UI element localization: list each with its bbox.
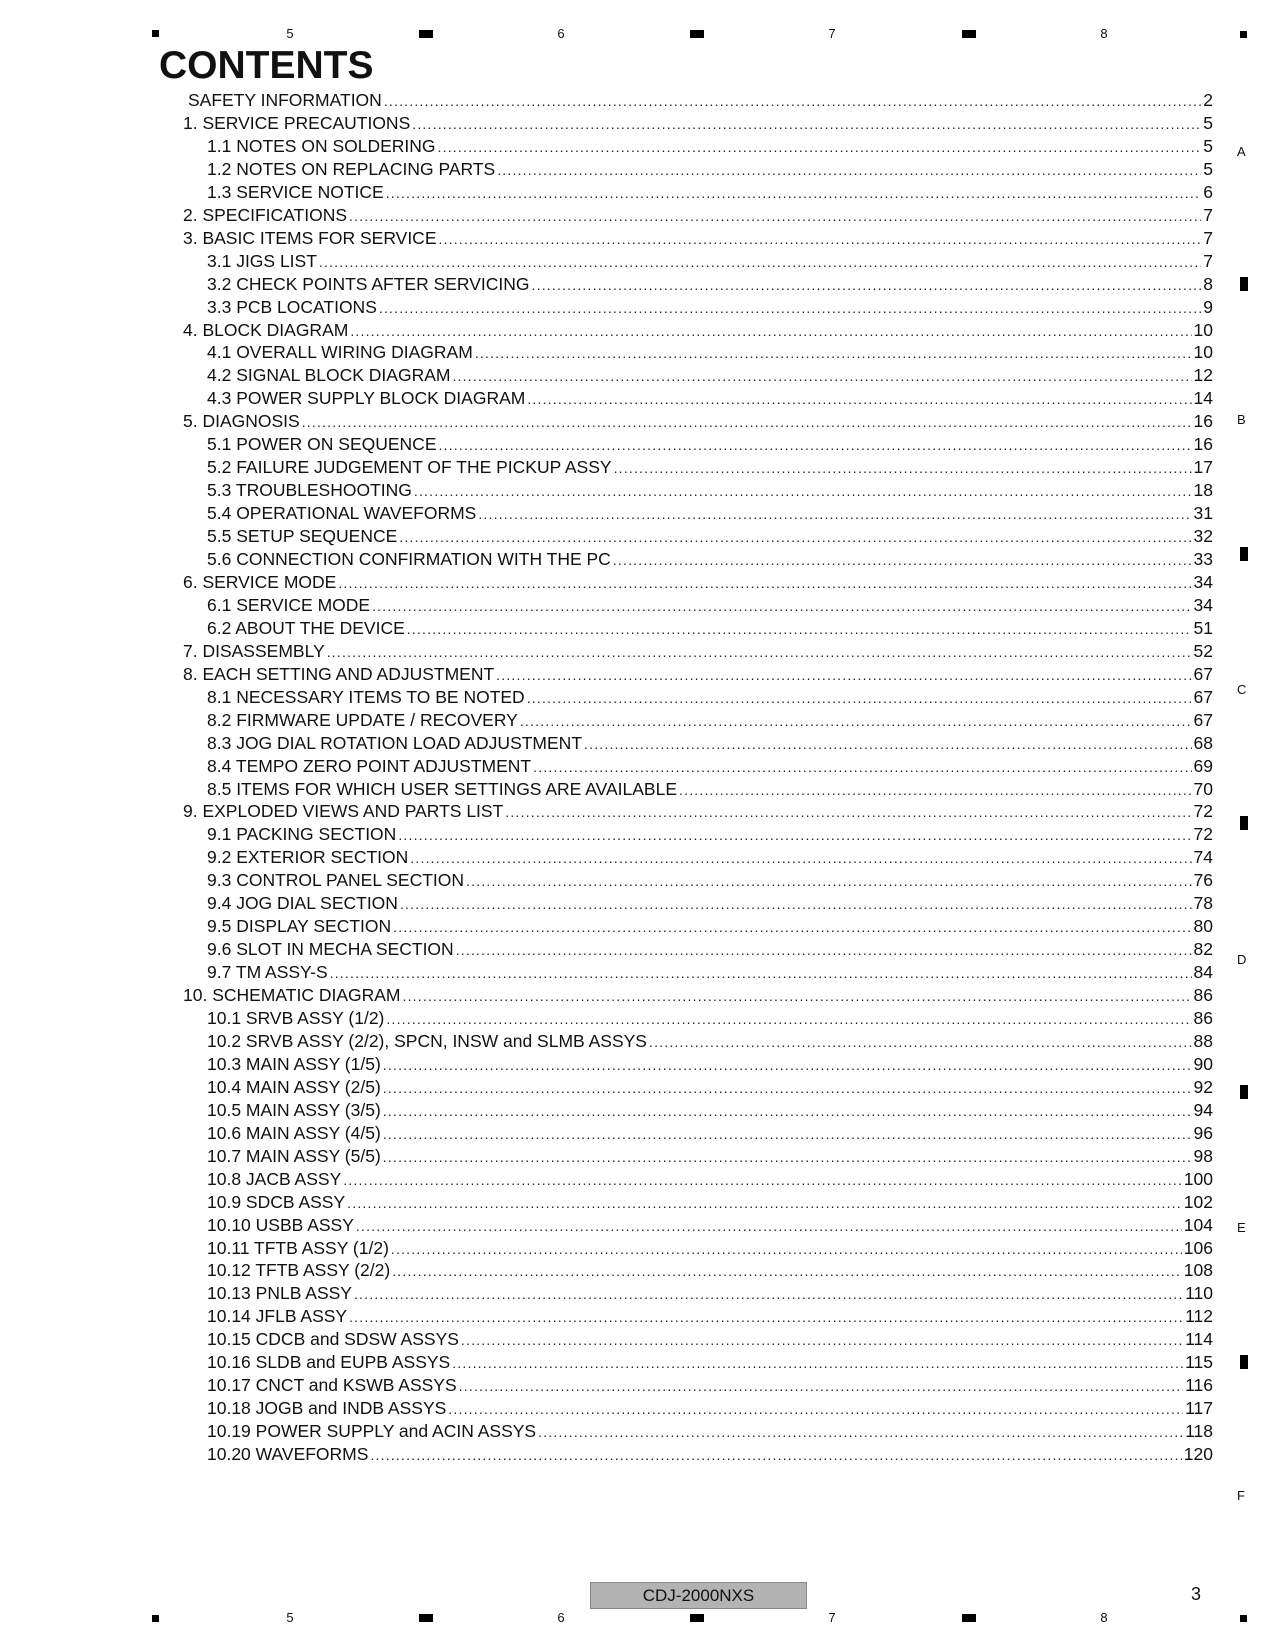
toc-entry-page: 14 (1193, 388, 1213, 409)
toc-entry-label: 5. DIAGNOSIS (183, 411, 300, 432)
toc-entry-page: 120 (1183, 1444, 1213, 1465)
toc-entry-label: 3.1 JIGS LIST (207, 250, 317, 271)
dot-leader (383, 1146, 1192, 1169)
dot-leader (372, 595, 1191, 618)
toc-entry[interactable] (207, 1397, 1213, 1420)
dot-leader (399, 526, 1191, 549)
dot-leader (349, 205, 1201, 228)
toc-entry[interactable] (207, 1282, 1213, 1305)
toc-entry-page: 117 (1185, 1398, 1213, 1419)
toc-entry-label: 9.3 CONTROL PANEL SECTION (207, 870, 465, 891)
toc-entry-page: 74 (1193, 847, 1213, 868)
toc-entry-page: 94 (1193, 1099, 1213, 1120)
toc-entry-label: 10.19 POWER SUPPLY and ACIN ASSYS (207, 1421, 537, 1442)
dot-leader (319, 251, 1201, 274)
grid-marker (690, 1614, 704, 1622)
toc-entry-label: 5.6 CONNECTION CONFIRMATION WITH THE PC (207, 549, 611, 569)
toc-entry-page: 112 (1185, 1306, 1213, 1327)
toc-entry[interactable] (207, 1328, 1213, 1351)
toc-entry-label: 5.5 SETUP SEQUENCE (207, 526, 398, 547)
toc-entry[interactable] (207, 548, 1213, 571)
toc-entry[interactable] (183, 319, 1213, 342)
toc-entry-page: 82 (1193, 939, 1213, 960)
dot-leader (438, 136, 1202, 159)
dot-leader (384, 90, 1201, 113)
toc-entry[interactable] (207, 273, 1213, 296)
dot-leader (403, 985, 1192, 1008)
toc-entry[interactable] (207, 181, 1213, 204)
dot-leader (496, 664, 1191, 687)
toc-entry[interactable] (207, 1214, 1213, 1237)
toc-entry[interactable] (183, 663, 1213, 686)
toc-entry-page: 78 (1193, 893, 1213, 914)
toc-entry-page: 72 (1193, 801, 1213, 822)
toc-entry-page: 70 (1193, 778, 1213, 799)
toc-entry-label: 9.1 PACKING SECTION (207, 824, 397, 845)
toc-entry-label: 5.2 FAILURE JUDGEMENT OF THE PICKUP ASSY (207, 457, 612, 478)
toc-entry-label: 10.20 WAVEFORMS (207, 1444, 369, 1465)
grid-marker (962, 30, 976, 38)
toc-entry-page: 86 (1193, 985, 1213, 1006)
dot-leader (407, 618, 1192, 641)
grid-marker (1240, 1085, 1248, 1099)
toc-entry[interactable] (183, 227, 1213, 250)
toc-entry-page: 114 (1185, 1329, 1213, 1350)
toc-entry[interactable] (207, 823, 1213, 846)
grid-row-label-d: D (1237, 952, 1247, 967)
toc-entry-page: 5 (1203, 135, 1213, 156)
toc-entry-label: 10.16 SLDB and EUPB ASSYS (207, 1352, 451, 1373)
dot-leader (461, 1329, 1183, 1352)
toc-entry[interactable] (207, 915, 1213, 938)
grid-row-label-c: C (1237, 682, 1247, 697)
toc-entry-label: 10.11 TFTB ASSY (1/2) (207, 1237, 389, 1258)
dot-leader (456, 939, 1192, 962)
dot-leader (354, 1283, 1183, 1306)
toc-entry-label: 5.3 TROUBLESHOOTING (207, 480, 412, 501)
toc-entry[interactable] (207, 1076, 1213, 1099)
toc-entry[interactable] (207, 1351, 1213, 1374)
toc-entry-label: 10.3 MAIN ASSY (1/5) (207, 1053, 381, 1074)
toc-entry-label: 6. SERVICE MODE (183, 571, 337, 592)
dot-leader (393, 916, 1191, 939)
toc-entry-label: 2. SPECIFICATIONS (183, 204, 348, 225)
toc-entry[interactable] (183, 204, 1213, 227)
toc-entry-page: 90 (1193, 1053, 1213, 1074)
toc-entry-label: 9.5 DISPLAY SECTION (207, 916, 392, 937)
dot-leader (392, 1260, 1182, 1283)
toc-entry-label: 4.1 OVERALL WIRING DIAGRAM (207, 342, 473, 363)
toc-entry[interactable] (207, 1168, 1213, 1191)
toc-entry-page: 34 (1193, 571, 1213, 592)
toc-entry-page: 106 (1183, 1237, 1213, 1258)
toc-entry-page: 52 (1193, 640, 1213, 661)
grid-column-label-5: 5 (286, 26, 294, 41)
dot-leader (532, 274, 1202, 297)
toc-entry-page: 5 (1203, 158, 1213, 179)
toc-entry-page: 100 (1183, 1168, 1213, 1189)
grid-column-label-7: 7 (828, 26, 836, 41)
dot-leader (383, 1100, 1192, 1123)
toc-entry[interactable] (207, 364, 1213, 387)
toc-entry-label: 8.3 JOG DIAL ROTATION LOAD ADJUSTMENT (207, 732, 583, 753)
toc-entry[interactable] (188, 89, 1213, 112)
toc-entry[interactable] (207, 1053, 1213, 1076)
page-title: CONTENTS (159, 44, 374, 87)
grid-row-label-b: B (1237, 412, 1246, 427)
toc-entry-page: 86 (1193, 1008, 1213, 1028)
grid-column-label-6: 6 (557, 26, 565, 41)
toc-entry-page: 18 (1193, 480, 1213, 501)
toc-entry[interactable] (207, 755, 1213, 778)
toc-entry[interactable] (207, 686, 1213, 709)
toc-entry[interactable] (207, 250, 1213, 273)
toc-entry-label: 3.3 PCB LOCATIONS (207, 296, 377, 317)
toc-entry-page: 115 (1185, 1352, 1213, 1373)
toc-entry[interactable] (207, 1030, 1213, 1053)
toc-entry-label: 9.2 EXTERIOR SECTION (207, 847, 409, 868)
toc-entry-page: 8 (1203, 273, 1213, 294)
corner-marker-bottom-left (152, 1615, 159, 1622)
toc-entry-label: 6.2 ABOUT THE DEVICE (207, 617, 405, 638)
dot-leader (398, 824, 1191, 847)
toc-entry-label: 4.2 SIGNAL BLOCK DIAGRAM (207, 365, 451, 386)
toc-entry[interactable] (207, 846, 1213, 869)
toc-entry-page: 102 (1183, 1191, 1213, 1212)
toc-entry-label: 8. EACH SETTING AND ADJUSTMENT (183, 663, 495, 684)
toc-entry-page: 110 (1185, 1283, 1213, 1304)
toc-entry-page: 12 (1193, 365, 1213, 386)
dot-leader (343, 1169, 1182, 1192)
toc-entry-label: 3.2 CHECK POINTS AFTER SERVICING (207, 273, 530, 294)
toc-entry-page: 7 (1203, 250, 1213, 271)
toc-entry-label: 10.14 JFLB ASSY (207, 1306, 348, 1327)
toc-entry-label: 5.4 OPERATIONAL WAVEFORMS (207, 503, 477, 524)
toc-entry[interactable] (207, 1007, 1213, 1030)
toc-entry[interactable] (183, 410, 1213, 433)
toc-entry[interactable] (207, 387, 1213, 410)
toc-entry[interactable] (207, 1122, 1213, 1145)
dot-leader (379, 297, 1201, 320)
dot-leader (649, 1031, 1192, 1054)
toc-entry-page: 88 (1193, 1030, 1213, 1051)
dot-leader (475, 342, 1192, 365)
toc-entry-page: 69 (1193, 755, 1213, 776)
grid-column-label-8-bottom: 8 (1100, 1610, 1108, 1625)
toc-entry-label: 9. EXPLODED VIEWS AND PARTS LIST (183, 801, 504, 822)
toc-entry[interactable] (207, 433, 1213, 456)
model-name-box: CDJ-2000NXS (590, 1582, 807, 1609)
dot-leader (350, 320, 1191, 343)
toc-entry-label: 7. DISASSEMBLY (183, 640, 325, 661)
toc-entry[interactable] (207, 1374, 1213, 1397)
toc-entry-label: 9.6 SLOT IN MECHA SECTION (207, 939, 454, 960)
toc-entry-page: 10 (1193, 342, 1213, 363)
toc-entry[interactable] (207, 709, 1213, 732)
toc-entry-label: 1.1 NOTES ON SOLDERING (207, 135, 436, 156)
toc-entry-label: SAFETY INFORMATION (188, 90, 382, 110)
dot-leader (349, 1306, 1183, 1329)
toc-entry[interactable] (207, 778, 1213, 801)
toc-entry-label: 1. SERVICE PRECAUTIONS (183, 112, 411, 133)
toc-entry[interactable] (183, 571, 1213, 594)
toc-entry-page: 34 (1193, 594, 1213, 615)
dot-leader (448, 1398, 1183, 1421)
toc-entry[interactable] (207, 1099, 1213, 1122)
grid-marker (690, 30, 704, 38)
toc-entry-page: 33 (1193, 549, 1213, 569)
page-number: 3 (1191, 1584, 1202, 1604)
dot-leader (327, 641, 1192, 664)
dot-leader (370, 1444, 1181, 1467)
toc-entry-page: 104 (1183, 1214, 1213, 1235)
toc-entry-label: 10.5 MAIN ASSY (3/5) (207, 1099, 381, 1120)
toc-entry-page: 76 (1193, 870, 1213, 891)
toc-entry-label: 8.1 NECESSARY ITEMS TO BE NOTED (207, 686, 525, 707)
toc-entry[interactable] (207, 1145, 1213, 1168)
dot-leader (414, 480, 1192, 503)
toc-entry-page: 84 (1193, 962, 1213, 983)
toc-entry-page: 9 (1203, 296, 1213, 317)
toc-entry-label: 10.7 MAIN ASSY (5/5) (207, 1145, 381, 1166)
toc-entry-label: 10. SCHEMATIC DIAGRAM (183, 985, 401, 1006)
grid-marker (419, 30, 433, 38)
grid-column-label-6-bottom: 6 (557, 1610, 565, 1625)
toc-entry-label: 10.12 TFTB ASSY (2/2) (207, 1260, 391, 1281)
toc-entry-page: 98 (1193, 1145, 1213, 1166)
dot-leader (439, 228, 1202, 251)
dot-leader (533, 756, 1191, 779)
toc-entry-label: 10.9 SDCB ASSY (207, 1191, 346, 1212)
toc-entry-page: 31 (1193, 503, 1213, 524)
toc-entry-page: 32 (1193, 526, 1213, 547)
toc-entry-label: 10.18 JOGB and INDB ASSYS (207, 1398, 447, 1419)
dot-leader (338, 572, 1191, 595)
toc-entry[interactable] (207, 341, 1213, 364)
toc-entry[interactable] (183, 640, 1213, 663)
dot-leader (439, 434, 1192, 457)
grid-marker (1240, 547, 1248, 561)
toc-entry[interactable] (183, 800, 1213, 823)
grid-column-label-8: 8 (1100, 26, 1108, 41)
dot-leader (330, 962, 1192, 985)
toc-entry[interactable] (183, 984, 1213, 1007)
toc-entry-label: 5.1 POWER ON SEQUENCE (207, 434, 437, 455)
toc-entry[interactable] (207, 1191, 1213, 1214)
corner-marker-bottom-right (1240, 1615, 1247, 1622)
grid-row-label-a: A (1237, 144, 1246, 159)
toc-entry-page: 116 (1185, 1375, 1213, 1396)
toc-entry[interactable] (207, 158, 1213, 181)
toc-entry[interactable] (207, 456, 1213, 479)
dot-leader (386, 182, 1202, 205)
toc-entry-page: 96 (1193, 1122, 1213, 1143)
toc-entry[interactable] (207, 525, 1213, 548)
toc-entry-label: 10.4 MAIN ASSY (2/5) (207, 1076, 381, 1097)
toc-entry[interactable] (207, 1237, 1213, 1260)
toc-entry-page: 2 (1203, 90, 1213, 110)
grid-marker (419, 1614, 433, 1622)
toc-entry-page: 67 (1193, 686, 1213, 707)
dot-leader (584, 733, 1192, 756)
toc-entry[interactable] (207, 594, 1213, 617)
toc-entry-label: 10.8 JACB ASSY (207, 1168, 342, 1189)
toc-entry-label: 10.1 SRVB ASSY (1/2) (207, 1008, 385, 1028)
dot-leader (452, 365, 1191, 388)
dot-leader (520, 710, 1192, 733)
toc-entry-page: 7 (1203, 227, 1213, 248)
dot-leader (383, 1123, 1192, 1146)
toc-entry-label: 10.6 MAIN ASSY (4/5) (207, 1122, 381, 1143)
dot-leader (400, 893, 1192, 916)
toc-entry-label: 3. BASIC ITEMS FOR SERVICE (183, 227, 437, 248)
toc-entry-page: 51 (1193, 617, 1213, 638)
dot-leader (505, 801, 1191, 824)
toc-entry-label: 8.2 FIRMWARE UPDATE / RECOVERY (207, 709, 518, 730)
toc-entry-page: 118 (1185, 1421, 1213, 1442)
grid-marker (1240, 1355, 1248, 1369)
corner-marker-top-right (1240, 31, 1247, 38)
toc-entry[interactable] (207, 1259, 1213, 1282)
toc-entry-page: 5 (1203, 112, 1213, 133)
toc-entry-page: 72 (1193, 824, 1213, 845)
toc-entry-label: 6.1 SERVICE MODE (207, 594, 371, 615)
toc-entry-page: 68 (1193, 732, 1213, 753)
toc-entry[interactable] (207, 502, 1213, 525)
toc-entry[interactable] (183, 112, 1213, 135)
toc-entry-page: 92 (1193, 1076, 1213, 1097)
toc-entry-page: 16 (1193, 411, 1213, 432)
dot-leader (356, 1215, 1182, 1238)
toc-entry-page: 67 (1193, 709, 1213, 730)
grid-row-label-e: E (1237, 1220, 1246, 1235)
toc-entry-label: 10.13 PNLB ASSY (207, 1283, 352, 1304)
toc-entry[interactable] (207, 296, 1213, 319)
toc-entry-page: 7 (1203, 204, 1213, 225)
toc-entry-label: 10.17 CNCT and KSWB ASSYS (207, 1375, 457, 1396)
dot-leader (478, 503, 1191, 526)
toc-entry-label: 8.4 TEMPO ZERO POINT ADJUSTMENT (207, 755, 532, 776)
toc-entry-label: 10.2 SRVB ASSY (2/2), SPCN, INSW and SLMB ASSYS (207, 1030, 647, 1051)
toc-entry-page: 6 (1203, 181, 1213, 202)
toc-entry-label: 8.5 ITEMS FOR WHICH USER SETTINGS ARE AVAILABLE (207, 778, 678, 799)
dot-leader (383, 1054, 1192, 1077)
toc-entry[interactable] (207, 732, 1213, 755)
toc-entry[interactable] (207, 1443, 1213, 1466)
dot-leader (459, 1375, 1183, 1398)
dot-leader (538, 1421, 1183, 1444)
toc-entry-label: 10.15 CDCB and SDSW ASSYS (207, 1329, 459, 1350)
toc-entry[interactable] (207, 135, 1213, 158)
toc-entry[interactable] (207, 617, 1213, 640)
grid-marker (962, 1614, 976, 1622)
dot-leader (383, 1077, 1192, 1100)
dot-leader (497, 159, 1201, 182)
dot-leader (679, 779, 1192, 802)
toc-entry[interactable] (207, 1420, 1213, 1443)
toc-entry[interactable] (207, 961, 1213, 984)
dot-leader (410, 847, 1191, 870)
toc-entry-label: 4. BLOCK DIAGRAM (183, 319, 349, 340)
dot-leader (614, 457, 1192, 480)
dot-leader (527, 388, 1191, 411)
dot-leader (391, 1238, 1182, 1261)
toc-entry[interactable] (207, 938, 1213, 961)
dot-leader (613, 549, 1192, 572)
toc-entry-page: 16 (1193, 434, 1213, 455)
toc-entry-label: 1.2 NOTES ON REPLACING PARTS (207, 158, 496, 179)
grid-column-label-7-bottom: 7 (828, 1610, 836, 1625)
toc-entry-label: 4.3 POWER SUPPLY BLOCK DIAGRAM (207, 388, 526, 409)
dot-leader (466, 870, 1191, 893)
dot-leader (347, 1192, 1182, 1215)
toc-entry-page: 80 (1193, 916, 1213, 937)
toc-entry-page: 17 (1193, 457, 1213, 478)
toc-entry[interactable] (207, 1305, 1213, 1328)
toc-entry-label: 1.3 SERVICE NOTICE (207, 181, 384, 202)
toc-entry-label: 9.4 JOG DIAL SECTION (207, 893, 398, 914)
dot-leader (386, 1008, 1191, 1031)
toc-entry[interactable] (207, 869, 1213, 892)
toc-entry-page: 10 (1193, 319, 1213, 340)
dot-leader (302, 411, 1192, 434)
grid-marker (1240, 277, 1248, 291)
toc-entry[interactable] (207, 892, 1213, 915)
toc-entry-label: 9.7 TM ASSY-S (207, 962, 328, 983)
dot-leader (527, 687, 1192, 710)
toc-entry-page: 67 (1193, 663, 1213, 684)
grid-column-label-5-bottom: 5 (286, 1610, 294, 1625)
dot-leader (412, 113, 1201, 136)
toc-entry-label: 10.10 USBB ASSY (207, 1214, 354, 1235)
toc-entry[interactable] (207, 479, 1213, 502)
grid-marker (1240, 816, 1248, 830)
corner-marker-top-left (152, 30, 159, 37)
grid-row-label-f: F (1237, 1488, 1245, 1503)
toc-entry-page: 108 (1183, 1260, 1213, 1281)
dot-leader (452, 1352, 1183, 1375)
